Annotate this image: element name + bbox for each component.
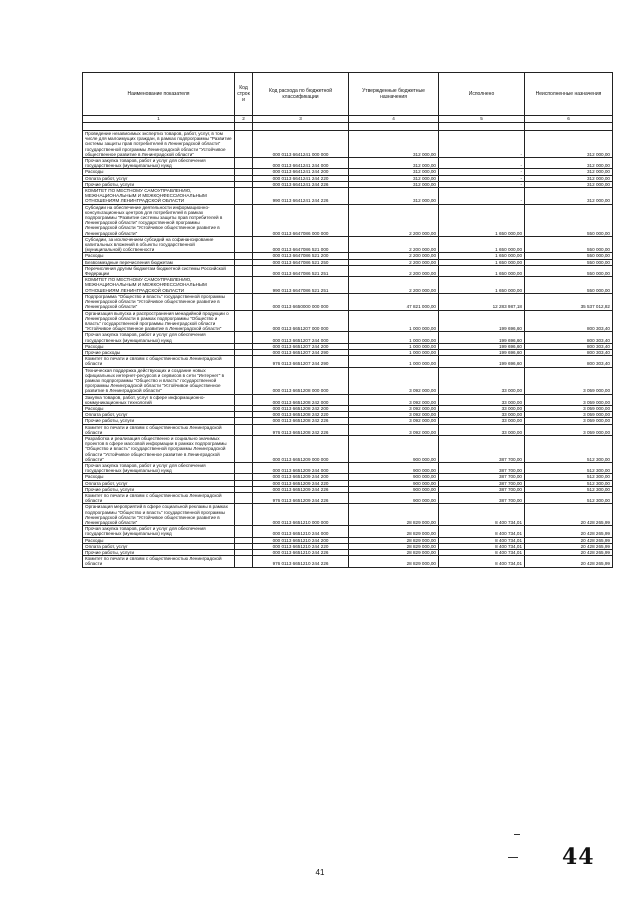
row-executed-cell: 387 700,00 bbox=[439, 474, 525, 480]
row-unexecuted-cell: 312 000,00 bbox=[525, 169, 613, 175]
row-budget-code-cell: 000 0113 6641241 244 226 bbox=[253, 181, 349, 187]
row-budget-code-cell: 000 0113 6651209 000 000 bbox=[253, 435, 349, 462]
row-executed-cell: 33 000,00 bbox=[439, 394, 525, 405]
row-line-code-cell bbox=[235, 462, 253, 473]
row-budget-code-cell: 000 0113 6651208 242 220 bbox=[253, 412, 349, 418]
row-executed-cell: 387 700,00 bbox=[439, 435, 525, 462]
table-body bbox=[83, 116, 613, 568]
row-name-cell: Прочая закупка товаров, работ и услуг для обеспечения государственных (муниципальных) нужд bbox=[83, 462, 235, 473]
budget-report-sheet bbox=[82, 72, 612, 568]
row-name-cell: Проведение независимых экспертиз товаров, работ, услуг, в том числе для малоимущих граждан, в рамках подпрограммы "Развитие системы защиты прав потребителей в Ленинградской области" государственной программы Ленинградской области "Устойчивое общественное развитие в Ленинградской области" bbox=[83, 131, 235, 158]
table-row bbox=[83, 462, 613, 473]
scan-mark bbox=[508, 857, 518, 858]
row-name-cell: Закупка товаров, работ, услуг в сфере информационно-коммуникационных технологий bbox=[83, 394, 235, 405]
row-unexecuted-cell: 550 000,00 bbox=[525, 253, 613, 259]
row-executed-cell: 1 650 000,00 bbox=[439, 204, 525, 236]
row-approved-cell: 2 200 000,00 bbox=[349, 253, 439, 259]
row-approved-cell: 47 821 000,00 bbox=[349, 293, 439, 310]
row-budget-code-cell: 000 0113 6651209 244 200 bbox=[253, 474, 349, 480]
row-unexecuted-cell: 550 000,00 bbox=[525, 236, 613, 253]
row-unexecuted-cell: 512 300,00 bbox=[525, 435, 613, 462]
row-unexecuted-cell: 312 000,00 bbox=[525, 181, 613, 187]
row-budget-code-cell: 000 0113 6651208 000 000 bbox=[253, 367, 349, 394]
row-executed-cell: 199 696,60 bbox=[439, 332, 525, 343]
row-name-cell: Организация выпуска и распространения менадийной продукции о Ленинградской области в рамках подпрограммы "Общество и власть" государственной программы Ленинградской области "Устойчивое общественное развитие в Ленинградской области" bbox=[83, 310, 235, 332]
row-name-cell: Расходы bbox=[83, 169, 235, 175]
row-line-code-cell bbox=[235, 236, 253, 253]
row-unexecuted-cell: 312 000,00 bbox=[525, 188, 613, 205]
row-name-cell: Субсидии на обеспечение деятельности информационно-консультационных центров для потребителей в рамках подпрограммы "Развитие системы защиты прав потребителей в Ленинградской области" государственной программы Ленинградской области "Устойчивое общественное развитие в Ленинградской области" bbox=[83, 204, 235, 236]
row-approved-cell: 312 000,00 bbox=[349, 175, 439, 181]
row-line-code-cell bbox=[235, 204, 253, 236]
row-approved-cell: 2 200 000,00 bbox=[349, 236, 439, 253]
row-line-code-cell bbox=[235, 394, 253, 405]
row-name-cell: Прочая закупка товаров, работ и услуг для обеспечения государственных (муниципальных) нужд bbox=[83, 526, 235, 537]
header-line-code: Код строк и bbox=[235, 73, 253, 116]
row-approved-cell: 312 000,00 bbox=[349, 158, 439, 169]
row-executed-cell: 1 650 000,00 bbox=[439, 277, 525, 294]
row-line-code-cell bbox=[235, 526, 253, 537]
row-line-code-cell bbox=[235, 556, 253, 567]
row-executed-cell: 8 400 734,01 bbox=[439, 537, 525, 543]
row-approved-cell: 900 000,00 bbox=[349, 480, 439, 486]
row-unexecuted-cell: 800 303,40 bbox=[525, 332, 613, 343]
row-approved-cell: 3 092 000,00 bbox=[349, 412, 439, 418]
budget-execution-table bbox=[82, 72, 613, 568]
row-unexecuted-cell: 512 300,00 bbox=[525, 462, 613, 473]
spacer-cell bbox=[439, 123, 525, 131]
header-approved: Утвержденные бюджетные назначения bbox=[349, 73, 439, 116]
row-unexecuted-cell: 20 428 265,99 bbox=[525, 556, 613, 567]
row-unexecuted-cell: 800 303,40 bbox=[525, 356, 613, 367]
row-approved-cell: 900 000,00 bbox=[349, 435, 439, 462]
row-executed-cell: 387 700,00 bbox=[439, 480, 525, 486]
row-line-code-cell bbox=[235, 493, 253, 504]
row-name-cell: Расходы bbox=[83, 537, 235, 543]
table-row bbox=[83, 394, 613, 405]
row-executed-cell: - bbox=[439, 158, 525, 169]
column-number: 3 bbox=[253, 116, 349, 123]
row-approved-cell: 900 000,00 bbox=[349, 462, 439, 473]
row-unexecuted-cell: 512 300,00 bbox=[525, 486, 613, 492]
row-name-cell: Прочие расходы bbox=[83, 349, 235, 355]
table-row bbox=[83, 188, 613, 205]
row-unexecuted-cell: 512 300,00 bbox=[525, 474, 613, 480]
row-unexecuted-cell: 20 428 265,99 bbox=[525, 543, 613, 549]
row-unexecuted-cell: 20 428 265,99 bbox=[525, 526, 613, 537]
row-executed-cell: 387 700,00 bbox=[439, 486, 525, 492]
row-budget-code-cell: 000 0113 6651210 244 200 bbox=[253, 537, 349, 543]
row-unexecuted-cell: 3 059 000,00 bbox=[525, 394, 613, 405]
row-name-cell: Комитет по печати и связям с общественностью Ленинградской области bbox=[83, 356, 235, 367]
row-name-cell: Прочие работы, услуги bbox=[83, 418, 235, 424]
row-line-code-cell bbox=[235, 435, 253, 462]
row-budget-code-cell: 000 0113 6641241 244 220 bbox=[253, 175, 349, 181]
row-line-code-cell bbox=[235, 332, 253, 343]
row-line-code-cell bbox=[235, 188, 253, 205]
table-row bbox=[83, 332, 613, 343]
row-executed-cell: 33 000,00 bbox=[439, 367, 525, 394]
row-name-cell: Оплата работ, услуг bbox=[83, 412, 235, 418]
row-name-cell: КОМИТЕТ ПО МЕСТНОМУ САМОУПРАВЛЕНИЮ, МЕЖНАЦИОНАЛЬНЫМ И МЕЖКОНФЕССИОНАЛЬНЫМ ОТНОШЕНИЯМ ЛЕНИНГРАДСКОЙ ОБЛАСТИ bbox=[83, 188, 235, 205]
row-executed-cell: - bbox=[439, 181, 525, 187]
row-line-code-cell bbox=[235, 367, 253, 394]
row-budget-code-cell: 000 0113 6650000 000 000 bbox=[253, 293, 349, 310]
row-name-cell: Расходы bbox=[83, 343, 235, 349]
row-executed-cell: 1 650 000,00 bbox=[439, 259, 525, 265]
table-row bbox=[83, 310, 613, 332]
table-header-row bbox=[83, 73, 613, 116]
row-approved-cell: 28 829 000,00 bbox=[349, 526, 439, 537]
row-executed-cell: 33 000,00 bbox=[439, 412, 525, 418]
row-executed-cell: - bbox=[439, 188, 525, 205]
row-executed-cell: 8 400 734,01 bbox=[439, 543, 525, 549]
table-row bbox=[83, 277, 613, 294]
row-name-cell: Прочие работы, услуги bbox=[83, 486, 235, 492]
row-approved-cell: 312 000,00 bbox=[349, 181, 439, 187]
row-approved-cell: 28 829 000,00 bbox=[349, 504, 439, 526]
column-number: 5 bbox=[439, 116, 525, 123]
row-executed-cell: - bbox=[439, 169, 525, 175]
row-budget-code-cell: 000 0113 6651210 244 226 bbox=[253, 550, 349, 556]
row-name-cell: Прочая закупка товаров, работ и услуг для обеспечения государственных (муниципальных) нужд bbox=[83, 332, 235, 343]
row-unexecuted-cell: 3 059 000,00 bbox=[525, 367, 613, 394]
row-line-code-cell bbox=[235, 293, 253, 310]
row-budget-code-cell: 000 0113 6641241 244 200 bbox=[253, 169, 349, 175]
handwritten-page-stamp: 44 bbox=[562, 844, 595, 870]
row-name-cell: Оплата работ, услуг bbox=[83, 543, 235, 549]
row-unexecuted-cell: 3 059 000,00 bbox=[525, 412, 613, 418]
table-row bbox=[83, 367, 613, 394]
row-line-code-cell bbox=[235, 158, 253, 169]
row-line-code-cell bbox=[235, 310, 253, 332]
row-approved-cell: 1 000 000,00 bbox=[349, 310, 439, 332]
row-budget-code-cell: 000 0113 6651208 242 000 bbox=[253, 394, 349, 405]
row-approved-cell: 3 092 000,00 bbox=[349, 367, 439, 394]
row-approved-cell: 900 000,00 bbox=[349, 486, 439, 492]
row-budget-code-cell: 000 0113 6651207 244 200 bbox=[253, 343, 349, 349]
row-approved-cell: 2 200 000,00 bbox=[349, 265, 439, 276]
row-name-cell: Оплата работ, услуг bbox=[83, 175, 235, 181]
row-line-code-cell bbox=[235, 265, 253, 276]
row-approved-cell: 3 092 000,00 bbox=[349, 394, 439, 405]
row-budget-code-cell: 000 0113 6647086 000 000 bbox=[253, 204, 349, 236]
row-budget-code-cell: 976 0113 6651207 244 290 bbox=[253, 356, 349, 367]
table-row bbox=[83, 526, 613, 537]
row-executed-cell: 8 400 734,01 bbox=[439, 550, 525, 556]
row-approved-cell: 3 092 000,00 bbox=[349, 424, 439, 435]
table-row bbox=[83, 204, 613, 236]
row-unexecuted-cell: 800 303,40 bbox=[525, 310, 613, 332]
row-approved-cell: 2 200 000,00 bbox=[349, 204, 439, 236]
row-executed-cell: 12 283 987,18 bbox=[439, 293, 525, 310]
row-budget-code-cell: 000 0113 6651209 244 000 bbox=[253, 462, 349, 473]
row-name-cell: Расходы bbox=[83, 253, 235, 259]
column-number: 6 bbox=[525, 116, 613, 123]
table-row bbox=[83, 424, 613, 435]
spacer-cell bbox=[349, 123, 439, 131]
scan-mark bbox=[514, 834, 520, 835]
table-row bbox=[83, 265, 613, 276]
row-approved-cell: 3 092 000,00 bbox=[349, 405, 439, 411]
row-approved-cell: 28 829 000,00 bbox=[349, 556, 439, 567]
row-approved-cell: 900 000,00 bbox=[349, 493, 439, 504]
row-unexecuted-cell: 312 000,00 bbox=[525, 131, 613, 158]
row-approved-cell: 1 000 000,00 bbox=[349, 349, 439, 355]
row-budget-code-cell: 000 0113 6647086 521 251 bbox=[253, 265, 349, 276]
header-name: Наименование показателя bbox=[83, 73, 235, 116]
row-budget-code-cell: 000 0113 6651207 000 000 bbox=[253, 310, 349, 332]
row-line-code-cell bbox=[235, 356, 253, 367]
row-executed-cell: 33 000,00 bbox=[439, 424, 525, 435]
row-line-code-cell bbox=[235, 131, 253, 158]
column-number: 1 bbox=[83, 116, 235, 123]
row-executed-cell: 8 400 734,01 bbox=[439, 526, 525, 537]
row-name-cell: КОМИТЕТ ПО МЕСТНОМУ САМОУПРАВЛЕНИЮ, МЕЖНАЦИОНАЛЬНЫМ И МЕЖКОНФЕССИОНАЛЬНЫМ ОТНОШЕНИЯМ ЛЕНИНГРАДСКОЙ ОБЛАСТИ bbox=[83, 277, 235, 294]
row-executed-cell: 1 650 000,00 bbox=[439, 236, 525, 253]
row-unexecuted-cell: 3 059 000,00 bbox=[525, 418, 613, 424]
row-executed-cell: 8 400 734,01 bbox=[439, 504, 525, 526]
row-unexecuted-cell: 20 428 265,99 bbox=[525, 504, 613, 526]
table-row bbox=[83, 236, 613, 253]
row-executed-cell: 8 400 734,01 bbox=[439, 556, 525, 567]
row-executed-cell: 33 000,00 bbox=[439, 405, 525, 411]
row-approved-cell: 1 000 000,00 bbox=[349, 332, 439, 343]
row-name-cell: Перечисления другим бюджетам бюджетной системы Российской Федерации bbox=[83, 265, 235, 276]
row-executed-cell: 199 696,60 bbox=[439, 349, 525, 355]
row-unexecuted-cell: 312 000,00 bbox=[525, 158, 613, 169]
row-approved-cell: 1 000 000,00 bbox=[349, 356, 439, 367]
row-approved-cell: 1 000 000,00 bbox=[349, 343, 439, 349]
row-executed-cell: - bbox=[439, 131, 525, 158]
row-unexecuted-cell: 20 428 265,99 bbox=[525, 537, 613, 543]
row-approved-cell: 312 000,00 bbox=[349, 131, 439, 158]
row-name-cell: Субсидии, за исключением субсидий на софинансирование капитальных вложений в объекты государственной (муниципальной) собственности bbox=[83, 236, 235, 253]
row-executed-cell: 199 696,60 bbox=[439, 356, 525, 367]
row-name-cell: Прочие работы, услуги bbox=[83, 181, 235, 187]
row-budget-code-cell: 000 0113 6651210 000 000 bbox=[253, 504, 349, 526]
page-number: 41 bbox=[315, 868, 325, 877]
row-approved-cell: 2 200 000,00 bbox=[349, 277, 439, 294]
row-line-code-cell bbox=[235, 424, 253, 435]
row-name-cell: Комитет по печати и связям с общественностью Ленинградской области bbox=[83, 556, 235, 567]
table-row bbox=[83, 158, 613, 169]
column-number-row bbox=[83, 116, 613, 123]
row-name-cell: Организация мероприятий в сфере социальной рекламы в рамках подпрограммы "Общество и власть" государственной программы Ленинградской области "Устойчивое общественное развитие в Ленинградской области" bbox=[83, 504, 235, 526]
row-budget-code-cell: 976 0113 6651210 244 226 bbox=[253, 556, 349, 567]
spacer-cell bbox=[83, 123, 235, 131]
row-approved-cell: 28 829 000,00 bbox=[349, 543, 439, 549]
row-budget-code-cell: 990 0113 6647086 521 251 bbox=[253, 277, 349, 294]
row-executed-cell: 33 000,00 bbox=[439, 418, 525, 424]
row-budget-code-cell: 000 0113 6651208 242 200 bbox=[253, 405, 349, 411]
row-unexecuted-cell: 550 000,00 bbox=[525, 277, 613, 294]
row-budget-code-cell: 000 0113 6641241 000 000 bbox=[253, 131, 349, 158]
row-unexecuted-cell: 512 300,00 bbox=[525, 493, 613, 504]
row-approved-cell: 312 000,00 bbox=[349, 169, 439, 175]
row-unexecuted-cell: 3 059 000,00 bbox=[525, 424, 613, 435]
row-unexecuted-cell: 550 000,00 bbox=[525, 259, 613, 265]
row-executed-cell: 199 696,60 bbox=[439, 310, 525, 332]
row-approved-cell: 2 200 000,00 bbox=[349, 259, 439, 265]
row-unexecuted-cell: 20 428 265,99 bbox=[525, 550, 613, 556]
row-unexecuted-cell: 550 000,00 bbox=[525, 265, 613, 276]
row-unexecuted-cell: 800 303,40 bbox=[525, 343, 613, 349]
row-name-cell: Подпрограмма "Общество и власть" государственной программы Ленинградской области "Устойчивое общественное развитие в Ленинградской области" bbox=[83, 293, 235, 310]
table-row bbox=[83, 356, 613, 367]
row-unexecuted-cell: 35 537 012,82 bbox=[525, 293, 613, 310]
row-unexecuted-cell: 512 300,00 bbox=[525, 480, 613, 486]
row-unexecuted-cell: 800 303,40 bbox=[525, 349, 613, 355]
column-number: 2 bbox=[235, 116, 253, 123]
row-name-cell: Расходы bbox=[83, 405, 235, 411]
row-line-code-cell bbox=[235, 277, 253, 294]
row-name-cell: Оплата работ, услуг bbox=[83, 480, 235, 486]
row-executed-cell: 1 650 000,00 bbox=[439, 265, 525, 276]
spacer-cell bbox=[253, 123, 349, 131]
table-row bbox=[83, 556, 613, 567]
row-approved-cell: 312 000,00 bbox=[349, 188, 439, 205]
row-name-cell: Комитет по печати и связям с общественностью Ленинградской области bbox=[83, 493, 235, 504]
row-budget-code-cell: 000 0113 6651207 244 290 bbox=[253, 349, 349, 355]
row-unexecuted-cell: 3 059 000,00 bbox=[525, 405, 613, 411]
row-approved-cell: 28 829 000,00 bbox=[349, 537, 439, 543]
row-budget-code-cell: 000 0113 6651210 244 000 bbox=[253, 526, 349, 537]
row-budget-code-cell: 000 0113 6651210 244 220 bbox=[253, 543, 349, 549]
spacer-cell bbox=[525, 123, 613, 131]
row-line-code-cell bbox=[235, 504, 253, 526]
row-budget-code-cell: 000 0113 6647086 521 200 bbox=[253, 253, 349, 259]
row-budget-code-cell: 000 0113 6647086 521 000 bbox=[253, 236, 349, 253]
row-budget-code-cell: 000 0113 6647086 521 250 bbox=[253, 259, 349, 265]
row-name-cell: Расходы bbox=[83, 474, 235, 480]
row-budget-code-cell: 000 0113 6641241 244 000 bbox=[253, 158, 349, 169]
row-name-cell: Безвозмездные перечисления бюджетам bbox=[83, 259, 235, 265]
row-budget-code-cell: 000 0113 6651208 242 226 bbox=[253, 418, 349, 424]
column-number: 4 bbox=[349, 116, 439, 123]
row-unexecuted-cell: 550 000,00 bbox=[525, 204, 613, 236]
row-approved-cell: 28 829 000,00 bbox=[349, 550, 439, 556]
spacer-cell bbox=[235, 123, 253, 131]
header-budget-code: Код расхода по бюджетной классификации bbox=[253, 73, 349, 116]
row-name-cell: Комитет по печати и связям с общественностью Ленинградской области bbox=[83, 424, 235, 435]
spacer-row bbox=[83, 123, 613, 131]
row-budget-code-cell: 976 0113 6651209 244 226 bbox=[253, 493, 349, 504]
row-executed-cell: 199 696,60 bbox=[439, 343, 525, 349]
row-name-cell: Разработка и реализация общественно и социально значимых проектов в сфере массовой информации в рамках подпрограммы "Общество и власть" государственной программы Ленинградской области "Устойчивое общественное развитие в Ленинградской области" bbox=[83, 435, 235, 462]
row-budget-code-cell: 990 0113 6641241 244 226 bbox=[253, 188, 349, 205]
row-approved-cell: 900 000,00 bbox=[349, 474, 439, 480]
row-executed-cell: - bbox=[439, 175, 525, 181]
header-unexecuted: Неисполненные назначения bbox=[525, 73, 613, 116]
row-name-cell: Прочая закупка товаров, работ и услуг для обеспечения государственных (муниципальных) нужд bbox=[83, 158, 235, 169]
table-row bbox=[83, 435, 613, 462]
header-executed: Исполнено bbox=[439, 73, 525, 116]
table-row bbox=[83, 293, 613, 310]
table-row bbox=[83, 493, 613, 504]
row-budget-code-cell: 976 0113 6651208 242 226 bbox=[253, 424, 349, 435]
row-unexecuted-cell: 312 000,00 bbox=[525, 175, 613, 181]
row-name-cell: Прочие работы, услуги bbox=[83, 550, 235, 556]
row-name-cell: Техническая поддержка действующих и создание новых официальных интернет-ресурсов и сервисов в сети "Интернет" в рамках подпрограммы "Общество и власть" государственной программы Ленинградской области "Устойчивое общественное развитие в Ленинградской области" bbox=[83, 367, 235, 394]
row-executed-cell: 1 650 000,00 bbox=[439, 253, 525, 259]
row-budget-code-cell: 000 0113 6651209 244 220 bbox=[253, 480, 349, 486]
row-executed-cell: 387 700,00 bbox=[439, 462, 525, 473]
row-budget-code-cell: 000 0113 6651207 244 000 bbox=[253, 332, 349, 343]
row-budget-code-cell: 000 0113 6651209 244 226 bbox=[253, 486, 349, 492]
table-row bbox=[83, 131, 613, 158]
row-executed-cell: 387 700,00 bbox=[439, 493, 525, 504]
table-row bbox=[83, 504, 613, 526]
row-approved-cell: 3 092 000,00 bbox=[349, 418, 439, 424]
